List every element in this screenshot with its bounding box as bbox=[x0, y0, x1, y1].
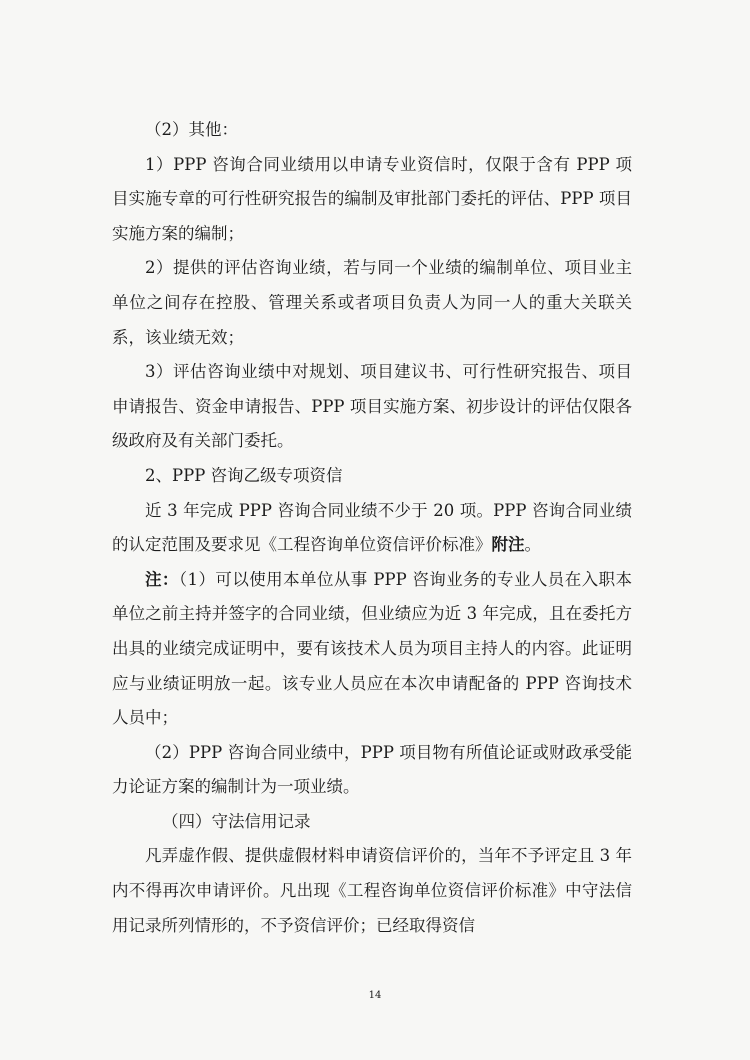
document-body bbox=[112, 113, 632, 943]
paragraph-other-heading: （2）其他： bbox=[145, 120, 238, 139]
paragraph-section-4-heading: （四）守法信用记录 bbox=[162, 811, 311, 831]
paragraph-item-3: 3）评估咨询业绩中对规划、项目建议书、可行性研究报告、项目申请报告、资金申请报告、PPP 项目实施方案、初步设计的评估仅限各级政府及有关部门委托。 bbox=[112, 362, 632, 451]
paragraph-note-2: （2）PPP 咨询合同业绩中，PPP 项目物有所值论证或财政承受能力论证方案的编制计为一项业绩。 bbox=[112, 742, 632, 797]
paragraph-note-1 bbox=[112, 563, 632, 736]
page-number: 14 bbox=[368, 990, 382, 1001]
paragraph-section-2-requirement bbox=[112, 494, 632, 563]
requirement-text: 近 3 年完成 PPP 咨询合同业绩不少于 20 项。PPP 咨询合同业绩的认定范围及要求见《工程咨询单位资信评价标准》 bbox=[112, 500, 632, 555]
paragraph-item-2: 2）提供的评估咨询业绩，若与同一个业绩的编制单位、项目业主单位之间存在控股、管理关系或者项目负责人为同一人的重大关联关系，该业绩无效； bbox=[112, 258, 632, 347]
note-1-text: （1）可以使用本单位从事 PPP 咨询业务的专业人员在入职本单位之前主持并签字的合同业绩，但业绩应为近 3 年完成，且在委托方出具的业绩完成证明中，要有该技术人员为项目主持人的内容。此证明应与业绩证明放一起。该专业人员应在本次申请配备的 PPP 咨询技术人员中； bbox=[112, 569, 633, 728]
paragraph-item-1: 1）PPP 咨询合同业绩用以申请专业资信时，仅限于含有 PPP 项目实施专章的可行性研究报告的编制及审批部门委托的评估、PPP 项目实施方案的编制； bbox=[112, 154, 632, 243]
appendix-note-bold: 附注 bbox=[491, 535, 525, 555]
note-label: 注： bbox=[145, 569, 179, 589]
paragraph-integrity-record: 凡弄虚作假、提供虚假材料申请资信评价的，当年不予评定且 3 年内不得再次申请评价。凡出现《工程咨询单位资信评价标准》中守法信用记录所列情形的，不予资信评价；已经取得资信 bbox=[112, 846, 632, 935]
paragraph-section-2-heading: 2、PPP 咨询乙级专项资信 bbox=[145, 465, 343, 485]
requirement-end: 。 bbox=[524, 535, 541, 555]
